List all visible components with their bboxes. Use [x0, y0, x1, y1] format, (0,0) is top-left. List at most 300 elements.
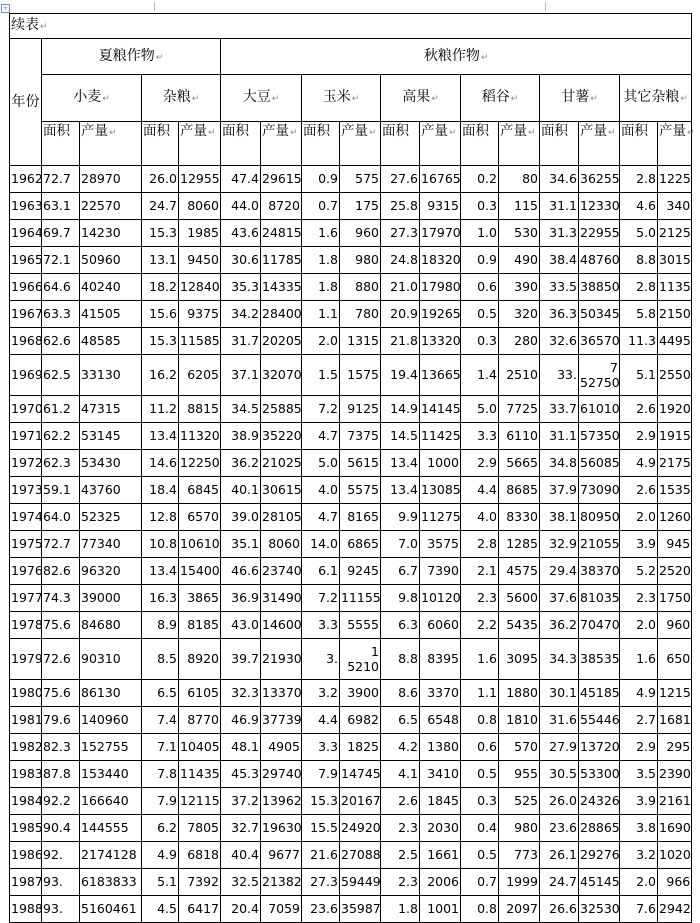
table-row	[10, 707, 692, 734]
value-cell: 6417	[179, 896, 221, 923]
table-row	[10, 274, 692, 301]
yield-header: 产量↵	[658, 122, 692, 166]
value-cell: 14600	[261, 612, 302, 639]
value-cell: 32.9	[540, 531, 579, 558]
value-cell: 4.0	[302, 477, 340, 504]
value-cell: 1880	[499, 680, 540, 707]
value-cell: 14.6	[142, 450, 179, 477]
value-cell: 24.8	[381, 247, 420, 274]
value-cell: 59449	[340, 869, 381, 896]
value-cell: 3.9	[620, 531, 658, 558]
value-cell: 4.6	[620, 193, 658, 220]
value-cell: 24920	[340, 815, 381, 842]
year-cell: 1977	[10, 585, 42, 612]
value-cell: 2.8	[461, 531, 499, 558]
value-cell: 43.0	[221, 612, 261, 639]
value-cell: 56085	[579, 450, 620, 477]
value-cell: 5575	[340, 477, 381, 504]
value-cell: 4.9	[620, 450, 658, 477]
value-cell: 5615	[340, 450, 381, 477]
value-cell: 24.7	[540, 869, 579, 896]
value-cell: 12330	[579, 193, 620, 220]
value-cell: 2.7	[620, 707, 658, 734]
value-cell: 32530	[579, 896, 620, 923]
value-cell: 21382	[261, 869, 302, 896]
value-cell: 1.6	[461, 639, 499, 680]
value-cell: 1000	[420, 450, 461, 477]
year-cell: 1968	[10, 328, 42, 355]
value-cell: 5665	[499, 450, 540, 477]
year-cell: 1965	[10, 247, 42, 274]
value-cell: 525	[499, 788, 540, 815]
value-cell: 11785	[261, 247, 302, 274]
value-cell: 31490	[261, 585, 302, 612]
value-cell: 15400	[179, 558, 221, 585]
value-cell: 0.2	[461, 166, 499, 193]
value-cell: 9125	[340, 396, 381, 423]
value-cell: 72.7	[42, 166, 80, 193]
table-row	[10, 450, 692, 477]
value-cell: 16765	[420, 166, 461, 193]
area-header: 面积	[221, 122, 261, 166]
value-cell: 45185	[579, 680, 620, 707]
yield-header: 产量↵	[420, 122, 461, 166]
value-cell: 93.	[42, 896, 80, 923]
value-cell: 62.3	[42, 450, 80, 477]
value-cell: 28105	[261, 504, 302, 531]
value-cell: 7.6	[620, 896, 658, 923]
value-cell: 2.3	[461, 585, 499, 612]
value-cell: 33.5	[540, 274, 579, 301]
value-cell: 14745	[340, 761, 381, 788]
value-cell: 46.6	[221, 558, 261, 585]
value-cell: 59.1	[42, 477, 80, 504]
value-cell: 46.9	[221, 707, 261, 734]
value-cell: 6.1	[302, 558, 340, 585]
table-anchor-icon[interactable]: +	[2, 4, 9, 12]
value-cell: 11.2	[142, 396, 179, 423]
value-cell: 37.6	[540, 585, 579, 612]
value-cell: 82.6	[42, 558, 80, 585]
value-cell: 12955	[179, 166, 221, 193]
value-cell: 33130	[80, 355, 142, 396]
value-cell: 37.9	[540, 477, 579, 504]
value-cell: 1.0	[461, 220, 499, 247]
value-cell: 86130	[80, 680, 142, 707]
value-cell: 8185	[179, 612, 221, 639]
value-cell: 21.8	[381, 328, 420, 355]
value-cell: 0.9	[302, 166, 340, 193]
value-cell: 21055	[579, 531, 620, 558]
value-cell: 1915	[658, 423, 692, 450]
value-cell: 0.3	[461, 193, 499, 220]
value-cell: 32.6	[540, 328, 579, 355]
value-cell: 9.8	[381, 585, 420, 612]
value-cell: 8.5	[142, 639, 179, 680]
value-cell: 39.7	[221, 639, 261, 680]
value-cell: 14.9	[381, 396, 420, 423]
value-cell: 6982	[340, 707, 381, 734]
value-cell: 960	[658, 612, 692, 639]
value-cell: 6818	[179, 842, 221, 869]
value-cell: 13962	[261, 788, 302, 815]
value-cell: 960	[340, 220, 381, 247]
value-cell: 45145	[579, 869, 620, 896]
value-cell: 37.1	[221, 355, 261, 396]
value-cell: 14.0	[302, 531, 340, 558]
value-cell: 11435	[179, 761, 221, 788]
value-cell: 0.5	[461, 842, 499, 869]
yield-header: 产量↵	[499, 122, 540, 166]
value-cell: 2.9	[461, 450, 499, 477]
value-cell: 8.8	[381, 639, 420, 680]
value-cell: 50345	[579, 301, 620, 328]
crop-header: 甘薯↵	[540, 75, 620, 122]
value-cell: 2.0	[620, 504, 658, 531]
value-cell: 490	[499, 247, 540, 274]
value-cell: 6.5	[381, 707, 420, 734]
value-cell: 20167	[340, 788, 381, 815]
value-cell: 21.6	[302, 842, 340, 869]
value-cell: 1999	[499, 869, 540, 896]
value-cell: 3.2	[620, 842, 658, 869]
value-cell: 2097	[499, 896, 540, 923]
value-cell: 6548	[420, 707, 461, 734]
value-cell: 2390	[658, 761, 692, 788]
value-cell: 29276	[579, 842, 620, 869]
year-cell: 1970	[10, 396, 42, 423]
value-cell: 20.4	[221, 896, 261, 923]
value-cell: 53300	[579, 761, 620, 788]
value-cell: 47315	[80, 396, 142, 423]
value-cell: 13.4	[142, 558, 179, 585]
yield-header: 产量↵	[340, 122, 381, 166]
table-row	[10, 247, 692, 274]
year-cell: 1971	[10, 423, 42, 450]
value-cell: 47.4	[221, 166, 261, 193]
area-header: 面积	[381, 122, 420, 166]
value-cell: 4.0	[461, 504, 499, 531]
value-cell: 45.3	[221, 761, 261, 788]
crop-header: 其它杂粮↵	[620, 75, 692, 122]
value-cell: 28865	[579, 815, 620, 842]
value-cell: 980	[340, 247, 381, 274]
summer-crops-header: 夏粮作物↵	[42, 39, 221, 75]
table-row	[10, 301, 692, 328]
value-cell: 7.2	[302, 396, 340, 423]
value-cell: 4.1	[381, 761, 420, 788]
value-cell: 4.7	[302, 423, 340, 450]
table-row	[10, 734, 692, 761]
value-cell: 5.0	[461, 396, 499, 423]
value-cell: 0.9	[461, 247, 499, 274]
value-cell: 38535	[579, 639, 620, 680]
year-cell: 1972	[10, 450, 42, 477]
year-cell: 1984	[10, 788, 42, 815]
value-cell: 84680	[80, 612, 142, 639]
value-cell: 82.3	[42, 734, 80, 761]
value-cell: 7.0	[381, 531, 420, 558]
value-cell: 13.4	[142, 423, 179, 450]
value-cell: 3575	[420, 531, 461, 558]
value-cell: 7059	[261, 896, 302, 923]
value-cell: 2942	[658, 896, 692, 923]
value-cell: 280	[499, 328, 540, 355]
value-cell: 48.1	[221, 734, 261, 761]
value-cell: 38.1	[540, 504, 579, 531]
year-cell: 1982	[10, 734, 42, 761]
yield-header: 产量↵	[579, 122, 620, 166]
table-title: 续表↵	[10, 14, 692, 39]
value-cell: 34.3	[540, 639, 579, 680]
value-cell: 36.2	[540, 612, 579, 639]
value-cell: 14335	[261, 274, 302, 301]
value-cell: 5.1	[142, 869, 179, 896]
value-cell: 1920	[658, 396, 692, 423]
value-cell: 57350	[579, 423, 620, 450]
value-cell: 2.3	[381, 869, 420, 896]
value-cell: 2.9	[620, 734, 658, 761]
value-cell: 1215	[658, 680, 692, 707]
value-cell: 2520	[658, 558, 692, 585]
value-cell: 8395	[420, 639, 461, 680]
value-cell: 1 5210	[340, 639, 381, 680]
value-cell: 945	[658, 531, 692, 558]
value-cell: 8.8	[620, 247, 658, 274]
value-cell: 2.9	[620, 423, 658, 450]
grain-table	[9, 13, 695, 923]
page-corner-mark	[154, 2, 155, 11]
value-cell: 4.9	[620, 680, 658, 707]
area-header: 面积	[302, 122, 340, 166]
value-cell: 64.6	[42, 274, 80, 301]
value-cell: 23740	[261, 558, 302, 585]
value-cell: 26.6	[540, 896, 579, 923]
value-cell: 1661	[420, 842, 461, 869]
value-cell: 14230	[80, 220, 142, 247]
value-cell: 8.9	[142, 612, 179, 639]
value-cell: 3410	[420, 761, 461, 788]
value-cell: 16.3	[142, 585, 179, 612]
value-cell: 8060	[261, 531, 302, 558]
value-cell: 8720	[261, 193, 302, 220]
value-cell: 7.1	[142, 734, 179, 761]
value-cell: 2.0	[620, 612, 658, 639]
value-cell: 24815	[261, 220, 302, 247]
value-cell: 3865	[179, 585, 221, 612]
value-cell: 50960	[80, 247, 142, 274]
value-cell: 32.3	[221, 680, 261, 707]
table-row	[10, 761, 692, 788]
value-cell: 20205	[261, 328, 302, 355]
table-row	[10, 355, 692, 396]
value-cell: 575	[340, 166, 381, 193]
value-cell: 80950	[579, 504, 620, 531]
value-cell: 29.4	[540, 558, 579, 585]
year-cell: 1979	[10, 639, 42, 680]
value-cell: 28400	[261, 301, 302, 328]
value-cell: 23.6	[302, 896, 340, 923]
value-cell: 1985	[179, 220, 221, 247]
value-cell: 7390	[420, 558, 461, 585]
table-row	[10, 680, 692, 707]
value-cell: 38.4	[540, 247, 579, 274]
value-cell: 61.2	[42, 396, 80, 423]
crop-header: 稻谷↵	[461, 75, 540, 122]
year-cell: 1976	[10, 558, 42, 585]
value-cell: 0.6	[461, 734, 499, 761]
value-cell: 21025	[261, 450, 302, 477]
year-cell: 1987	[10, 869, 42, 896]
value-cell: 35220	[261, 423, 302, 450]
value-cell: 25885	[261, 396, 302, 423]
value-cell: 7392	[179, 869, 221, 896]
value-cell: 10405	[179, 734, 221, 761]
value-cell: 2.3	[381, 815, 420, 842]
value-cell: 0.7	[461, 869, 499, 896]
value-cell: 1.8	[302, 274, 340, 301]
value-cell: 9315	[420, 193, 461, 220]
value-cell: 7725	[499, 396, 540, 423]
value-cell: 773	[499, 842, 540, 869]
value-cell: 4575	[499, 558, 540, 585]
year-header: 年份	[10, 39, 42, 166]
value-cell: 115	[499, 193, 540, 220]
value-cell: 26.0	[142, 166, 179, 193]
value-cell: 3.9	[620, 788, 658, 815]
value-cell: 53145	[80, 423, 142, 450]
value-cell: 40.1	[221, 477, 261, 504]
value-cell: 69.7	[42, 220, 80, 247]
value-cell: 166640	[80, 788, 142, 815]
value-cell: 7 52750	[579, 355, 620, 396]
value-cell: 0.8	[461, 896, 499, 923]
value-cell: 295	[658, 734, 692, 761]
value-cell: 31.1	[540, 423, 579, 450]
crop-header: 大豆↵	[221, 75, 302, 122]
value-cell: 2175	[658, 450, 692, 477]
crop-header: 杂粮↵	[142, 75, 221, 122]
value-cell: 27.6	[381, 166, 420, 193]
value-cell: 7.9	[142, 788, 179, 815]
value-cell: 8815	[179, 396, 221, 423]
value-cell: 966	[658, 869, 692, 896]
value-cell: 75.6	[42, 612, 80, 639]
value-cell: 390	[499, 274, 540, 301]
value-cell: 6205	[179, 355, 221, 396]
year-cell: 1986	[10, 842, 42, 869]
value-cell: 1535	[658, 477, 692, 504]
value-cell: 34.5	[221, 396, 261, 423]
table-row	[10, 193, 692, 220]
table-row	[10, 842, 692, 869]
year-cell: 1983	[10, 761, 42, 788]
year-cell: 1966	[10, 274, 42, 301]
value-cell: 26.1	[540, 842, 579, 869]
value-cell: 24.7	[142, 193, 179, 220]
value-cell: 5.1	[620, 355, 658, 396]
value-cell: 6.5	[142, 680, 179, 707]
value-cell: 75.6	[42, 680, 80, 707]
value-cell: 3.	[302, 639, 340, 680]
value-cell: 15.3	[142, 328, 179, 355]
value-cell: 14145	[420, 396, 461, 423]
value-cell: 87.8	[42, 761, 80, 788]
table-row	[10, 504, 692, 531]
value-cell: 13320	[420, 328, 461, 355]
value-cell: 5555	[340, 612, 381, 639]
value-cell: 19630	[261, 815, 302, 842]
value-cell: 9450	[179, 247, 221, 274]
value-cell: 4495	[658, 328, 692, 355]
value-cell: 4.4	[461, 477, 499, 504]
year-cell: 1975	[10, 531, 42, 558]
value-cell: 2.8	[620, 274, 658, 301]
value-cell: 32070	[261, 355, 302, 396]
crop-header: 高果↵	[381, 75, 461, 122]
value-cell: 32.7	[221, 815, 261, 842]
table-row	[10, 220, 692, 247]
value-cell: 3.2	[302, 680, 340, 707]
value-cell: 40.4	[221, 842, 261, 869]
value-cell: 2.3	[620, 585, 658, 612]
value-cell: 3095	[499, 639, 540, 680]
value-cell: 34.6	[540, 166, 579, 193]
value-cell: 2.6	[381, 788, 420, 815]
value-cell: 0.8	[461, 707, 499, 734]
value-cell: 35.3	[221, 274, 261, 301]
table-row	[10, 815, 692, 842]
value-cell: 90.4	[42, 815, 80, 842]
value-cell: 780	[340, 301, 381, 328]
value-cell: 10610	[179, 531, 221, 558]
value-cell: 93.	[42, 869, 80, 896]
value-cell: 2.0	[620, 869, 658, 896]
value-cell: 31.3	[540, 220, 579, 247]
value-cell: 15.3	[142, 220, 179, 247]
value-cell: 3.8	[620, 815, 658, 842]
value-cell: 35.1	[221, 531, 261, 558]
value-cell: 6105	[179, 680, 221, 707]
area-header: 面积	[461, 122, 499, 166]
value-cell: 1.5	[302, 355, 340, 396]
value-cell: 9245	[340, 558, 381, 585]
value-cell: 8.6	[381, 680, 420, 707]
value-cell: 6.2	[142, 815, 179, 842]
value-cell: 1380	[420, 734, 461, 761]
value-cell: 14.5	[381, 423, 420, 450]
year-cell: 1981	[10, 707, 42, 734]
value-cell: 31.1	[540, 193, 579, 220]
value-cell: 18320	[420, 247, 461, 274]
table-row	[10, 558, 692, 585]
value-cell: 27.9	[540, 734, 579, 761]
value-cell: 34.2	[221, 301, 261, 328]
value-cell: 6.7	[381, 558, 420, 585]
value-cell: 26.0	[540, 788, 579, 815]
value-cell: 38370	[579, 558, 620, 585]
value-cell: 48760	[579, 247, 620, 274]
value-cell: 980	[499, 815, 540, 842]
value-cell: 7.8	[142, 761, 179, 788]
table-row	[10, 788, 692, 815]
area-header: 面积	[620, 122, 658, 166]
value-cell: 2030	[420, 815, 461, 842]
value-cell: 1.8	[302, 247, 340, 274]
table-row	[10, 639, 692, 680]
year-cell: 1980	[10, 680, 42, 707]
value-cell: 36.3	[540, 301, 579, 328]
